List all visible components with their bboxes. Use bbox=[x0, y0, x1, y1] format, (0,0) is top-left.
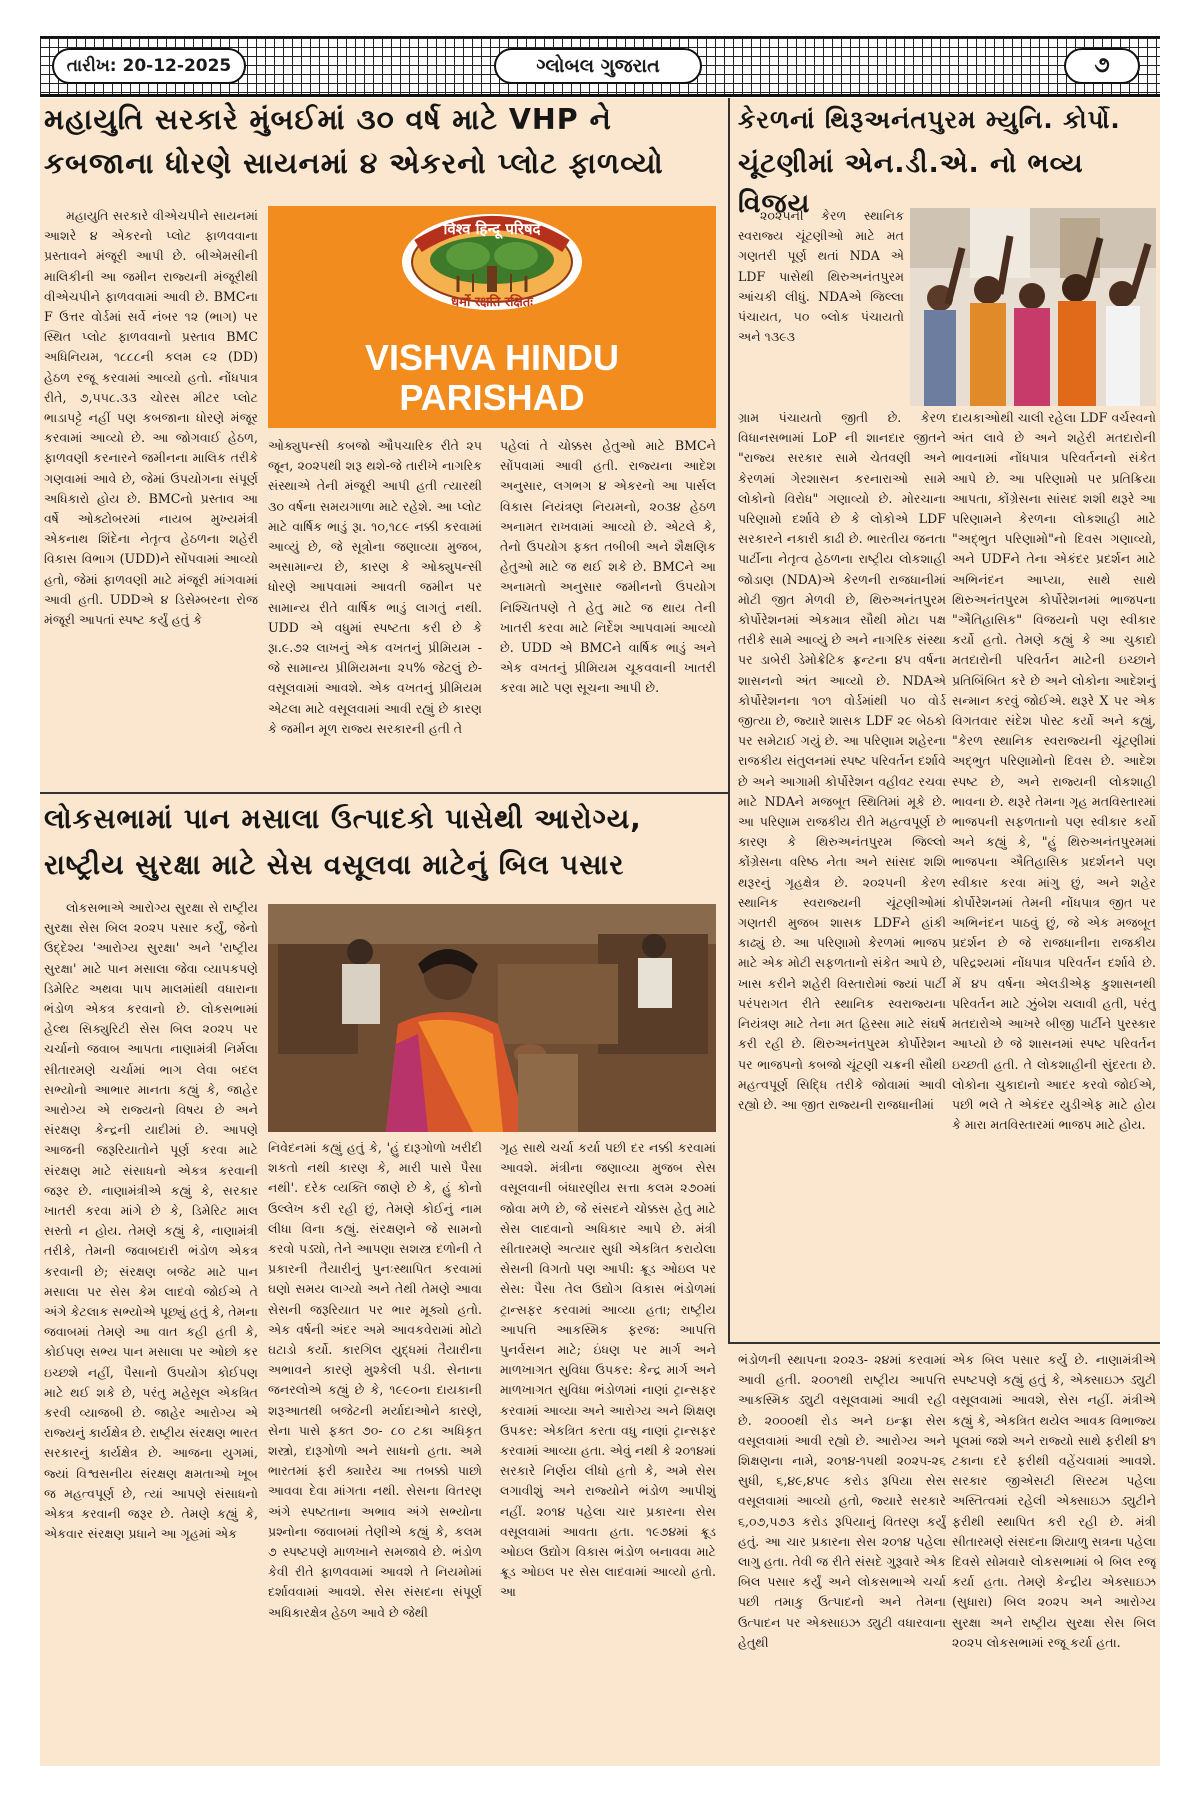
cess-column-4 bbox=[738, 1350, 946, 1762]
cess-column-5 bbox=[952, 1350, 1156, 1762]
vhp-headline-line2: કબજાના ધોરણે સાયનમાં ૪ એકરનો પ્લોટ ફાળવ્યો bbox=[44, 147, 664, 180]
kerala-headline-line1: કેરળનાં થિરૂઅનંતપુરમ મ્યુનિ. કોર્પો. bbox=[738, 105, 1121, 134]
vhp-col2-text: ઓક્યુપન્સી કબજો ઔપચારિક રીતે ૨૫ જૂન, ૨૦૨૫થી શરૂ થશે-જે તારીખે નાગરિક સંસ્થાએ તેની મંજૂરી આપી હતી ત્યારથી ૩૦ વર્ષના સમયગાળા માટે રહેશે. આ પ્લોટ માટે વાર્ષિક ભાડું રૂા. ૧૦,૧૮૯ નક્કી કરવામાં આવ્યું છે, જે સૂત્રોના જણાવ્યા મુજબ, અસામાન્ય છે, કારણ કે ઓક્યુપન્સી ધોરણે આપવામાં આવતી જમીન પર સામાન્ય રીતે વાર્ષિક ભાડું લાગતું નથી. UDD એ વધુમાં સ્પષ્ટતા કરી છે કે રૂા.૯.૭૨ લાખનું એક વખતનું પ્રીમિયમ - જે સામાન્ય પ્રીમિયમના ૨૫% જેટલું છે- વસૂલવામાં આવશે. એક વખતનું પ્રીમિયમ એટલા માટે વસૂલવામાં આવી રહ્યું છે કારણ કે જમીન મૂળ રાજ્ય સરકારની હતી તે bbox=[268, 438, 482, 736]
vhp-column-3 bbox=[500, 436, 716, 786]
kerala-headline-line2: ચૂંટણીમાં એન.ડી.એ. નો ભવ્ય વિજય bbox=[738, 148, 1084, 219]
page-content bbox=[40, 98, 1160, 1766]
vhp-logo-text-line2: PARISHAD bbox=[399, 377, 585, 418]
page-number: ૭ bbox=[1064, 48, 1140, 84]
cess-column-3 bbox=[500, 1138, 716, 1762]
kerala-celebration-photo bbox=[910, 208, 1156, 406]
cess-col2-text: નિવેદનમાં કહ્યું હતું કે, 'હું દારૂગોળો ખરીદી શકતો નથી કારણ કે, મારી પાસે પૈસા નથી'. દરેક વ્યક્તિ જાણે છે કે, હું કોનો ઉલ્લેખ કરી રહી છું, તેમણે કોઈનું નામ લીધા વિના કહ્યું. સંરક્ષણને જે સામનો કરવો પડ્યો, તેને આપણા સશસ્ત્ર દળોની તે પ્રકારની તૈયારીનું પુનઃસ્થાપિત કરવામાં ઘણો સમય લાગ્યો અને તેથી તેમણે આવા સેસની જરૂરિયાત પર ભાર મૂક્યો હતો. એક વર્ષની અંદર અમે આવકવેરામાં મોટો ઘટાડો કર્યો. કારગિલ યુદ્ધમાં તૈયારીના અભાવને કારણે મુશ્કેલી પડી. સેનાના જનરલોએ કહ્યું છે કે, ૧૯૯૦ના દાયકાની શરૂઆતથી બજેટની મર્યાદાઓને કારણે, સેના પાસે ફક્ત ૭૦- ૮૦ ટકા અધિકૃત શસ્ત્રો, દારૂગોળો અને સાધનો હતા. અમે ભારતમાં ફરી ક્યારેય આ તબક્કો પાછો આવવા દેવા માંગતા નથી. સેસના વિતરણ અંગે સ્પષ્ટતાના અભાવ અંગે સભ્યોના પ્રશ્નોના જવાબમાં તેણીએ કહ્યું કે, કલમ ૭ સ્પષ્ટપણે માળખાને સમજાવે છે. ભંડોળ કેવી રીતે ફાળવવામાં આવશે તે નિયમોમાં દર્શાવવામાં આવશે. સેસ સંસદના સંપૂર્ણ અધિકારક્ષેત્ર હેઠળ આવે છે જેથી bbox=[268, 1140, 482, 1620]
cess-column-2 bbox=[268, 1138, 482, 1762]
paper-name: ગ્લોબલ ગુજરાત bbox=[494, 48, 702, 84]
vhp-logo-image bbox=[268, 206, 716, 428]
section-divider-horizontal bbox=[40, 792, 728, 794]
cess-col5-text: એક બિલ પસાર કર્યું છે. નાણામંત્રીએ સ્પષ્ટપણે કહ્યું હતું કે, એક્સાઇઝ ડ્યુટી વસૂલવામાં આવશે, સેસ નહીં. મંત્રીએ કહ્યું કે, એકત્રિત થયેલ આવક વિભાજ્ય પૂલમાં જશે અને રાજ્યો સાથે ફરીથી ૪૧ ટકાના દરે ફરીથી વહેંચવામાં આવશે. સરકાર જીએસટી સિસ્ટમ પહેલા અસ્તિત્વમાં રહેલી એક્સાઇઝ ડ્યુટીને ફરીથી સ્થાપિત કરી રહી છે. મંત્રી સીતારમણે સંસદના શિયાળુ સત્રના પહેલા દિવસે સોમવારે લોકસભામાં બે બિલ રજૂ કર્યા હતા. તેમણે કેન્દ્રીય એક્સાઇઝ (સુધારા) બિલ ૨૦૨૫ અને આરોગ્ય સુરક્ષા અને રાષ્ટ્રીય સુરક્ષા સેસ બિલ ૨૦૨૫ લોકસભામાં રજૂ કર્યા હતા. bbox=[952, 1352, 1156, 1650]
kerala-column-left bbox=[738, 408, 946, 1346]
vhp-logo-top-text: विश्व हिन्दू परिषद bbox=[443, 220, 541, 238]
masthead-bar bbox=[40, 36, 1160, 97]
vhp-headline-line1: મહાયુતિ સરકારે મુંબઈમાં ૩૦ વર્ષ માટે VHP ને bbox=[44, 103, 612, 136]
cess-headline-line2: રાષ્ટ્રીય સુરક્ષા માટે સેસ વસૂલવા માટેનું બિલ પસાર bbox=[44, 849, 625, 881]
cess-col4-text: ભંડોળની સ્થાપના ૨૦૨૩- ૨૪માં કરવામાં આવી હતી. ૨૦૦૧થી રાષ્ટ્રીય આપત્તિ આકસ્મિક ડ્યુટી વસૂલવામાં આવી રહી છે. ૨૦૦૦થી રોડ અને ઇન્ફ્રા સેસ વસૂલવામાં આવી રહ્યો છે. આરોગ્ય અને શિક્ષણના નામે, ૨૦૧૪-૧૫થી ૨૦૨૫-૨૬ સુધી, ૬,૪૯,૪૫૯ કરોડ રૂપિયા સેસ વસૂલવામાં આવ્યો હતો, જ્યારે સરકારે ૬,૦૭,૫૭૩ કરોડ રૂપિયાનું વિતરણ કર્યું હતું. આ ચાર પ્રકારના સેસ ૨૦૧૪ પહેલા લાગુ હતા. તેવી જ રીતે સંસદે ગુરૂવારે એક બિલ પસાર કર્યું અને લોકસભાએ ચર્ચા પછી તમાકુ ઉત્પાદનો અને તેમના ઉત્પાદન પર એક્સાઇઝ ડ્યુટી વધારવાના હેતુથી bbox=[738, 1352, 946, 1650]
celebration-photo-graphic bbox=[910, 208, 1156, 406]
cess-column-1 bbox=[44, 898, 258, 1762]
kerala-col-right-text: દાયકાઓથી ચાલી રહેલા LDF વર્ચસ્વનો અંત લાવે છે અને શહેરી મતદારોની ભાવનામાં નોંધપાત્ર પરિવર્તનનો સંકેત આપે છે. આ પરિણામો પર પ્રતિક્રિયા આપતા, કોંગ્રેસના સાંસદ શશી થરૂરે આ પરિણામને કેરળના લોકશાહી માટે "અદ્ભુત પરિણામો"નો દિવસ ગણાવ્યો, અને UDFને તેના એકંદર પ્રદર્શન માટે અભિનંદન આપ્યા, સાથે સાથે થિરુઅનંતપુરમ કોર્પોરેશનમાં ભાજપના "ઐતિહાસિક" વિજયનો પણ સ્વીકાર કર્યો હતો. તેમણે કહ્યું કે આ ચુકાદો મતદારોની પરિવર્તન માટેની ઇચ્છાને પ્રતિબિંબિત કરે છે અને લોકોના આદેશનું સન્માન કરવું જોઈએ. થરૂરે X પર એક વિગતવાર સંદેશ પોસ્ટ કર્યો અને કહ્યું, "કેરળ સ્થાનિક સ્વરાજ્યની ચૂંટણીમાં અદ્ભુત પરિણામોનો દિવસ છે. આદેશ સ્પષ્ટ છે, અને રાજ્યની લોકશાહી ભાવના છે. થરૂરે તેમના ગૃહ મતવિસ્તારમાં ભાજપની સફળતાનો પણ સ્વીકાર કર્યો અને કહ્યું કે, "હું થિરુઅનંતપુરમમાં ભાજપના ઐતિહાસિક પ્રદર્શનને પણ સ્વીકાર કરવા માંગુ છું, અને શહેર કોર્પોરેશનમાં તેમની નોંધપાત્ર જીત પર અભિનંદન પાઠવું છું, જે એક મજબૂત પ્રદર્શન છે જે રાજધાનીના રાજકીય પરિદ્રશ્યમાં નોંધપાત્ર પરિવર્તન દર્શાવે છે. મેં ૪૫ વર્ષના એલડીએફ કુશાસનથી પરિવર્તન માટે ઝુંબેશ ચલાવી હતી, પરંતુ મતદારોએ આખરે બીજી પાર્ટીને પુરસ્કાર આપ્યો છે જે શાસનમાં સ્પષ્ટ પરિવર્તન ઇચ્છતી હતી. તે લોકશાહીની સુંદરતા છે. લોકોના ચુકાદાનો આદર કરવો જોઈએ, પછી ભલે તે એકંદર યુડીએફ માટે હોય કે મારા મતવિસ્તારમાં ભાજપ માટે હોય. bbox=[952, 410, 1156, 1133]
parliament-photo-graphic bbox=[268, 904, 716, 1132]
kerala-col-left-text: ગ્રામ પંચાયતો જીતી છે. કેરળ વિધાનસભામાં LoP ની શાનદાર જીતને "રાજ્ય સરકાર સામે ચેતવણી અને કેરળમાં ગેરશાસન કરનારાઓ સામે લોકોનો વિરોધ" ગણાવ્યો છે. મોરચાના પરિણામો દર્શાવે છે કે લોકોએ LDF સરકારને નકારી કાઢી છે. ભારતીય જનતા પાર્ટીના નેતૃત્વ હેઠળના રાષ્ટ્રીય લોકશાહી જોડાણ (NDA)એ કેરળની રાજધાનીમાં મોટી જીત મેળવી છે, થિરુઅનંતપુરમ કોર્પોરેશનમાં એકમાત્ર સૌથી મોટા પક્ષ તરીકે સામે આવ્યું છે અને નાગરિક સંસ્થા પર ડાબેરી ડેમોક્રેટિક ફ્રન્ટના ૪૫ વર્ષના શાસનનો અંત આવ્યો છે. NDAએ કોર્પોરેશનના ૧૦૧ વોર્ડમાંથી ૫૦ વોર્ડ જીત્યા છે, જ્યારે શાસક LDF ૨૯ બેઠકો પર સમેટાઈ ગયું છે. આ પરિણામ શહેરના રાજકીય સંતુલનમાં સ્પષ્ટ પરિવર્તન દર્શાવે છે અને આગામી કોર્પોરેશન વહીવટ રચવા માટે NDAને મજબૂત સ્થિતિમાં મૂકે છે. આ પરિણામ રાજકીય રીતે મહત્વપૂર્ણ છે કારણ કે થિરુઅનંતપુરમ જિલ્લો કોંગ્રેસના વરિષ્ઠ નેતા અને સાંસદ શશિ થરૂરનું ગૃહક્ષેત્ર છે. ૨૦૨૫ની કેરળ સ્થાનિક સ્વરાજ્યની ચૂંટણીઓમાં ગણતરી મુજબ શાસક LDFને હાંકી કાઢ્યું છે. આ પરિણામો કેરળમાં ભાજપ માટે એક મોટી સફળતાનો સંકેત આપે છે, ખાસ કરીને શહેરી વિસ્તારોમાં જ્યાં પાર્ટી પરંપરાગત રીતે સ્થાનિક સ્વરાજ્યના નિયંત્રણ માટે તેના મત હિસ્સા માટે સંઘર્ષ કરી રહી છે. થિરુઅનંતપુરમ કોર્પોરેશન પર ભાજપનો કબજો ચૂંટણી ચક્રની સૌથી મહત્વપૂર્ણ સિદ્ધિ તરીકે જોવામાં આવી રહ્યો છે. આ જીત રાજ્યની રાજધાનીમાં bbox=[738, 410, 946, 1112]
section-divider-vertical bbox=[728, 98, 730, 1344]
cess-col1-text: લોકસભાએ આરોગ્ય સુરક્ષા સે રાષ્ટ્રીય સુરક્ષા સેસ બિલ ૨૦૨૫ પસાર કર્યું, જેનો ઉદ્દેશ્ય 'આરોગ્ય સુરક્ષા' અને 'રાષ્ટ્રીય સુરક્ષા' માટે પાન મસાલા જેવા વ્યાપકપણે ડિમેરિટ અથવા પાપ માલમાંથી વધારાના ભંડોળ એકત્ર કરવાનો છે. લોકસભામાં હેલ્થ સિક્યુરિટી સેસ બિલ ૨૦૨૫ પર ચર્ચાનો જવાબ આપતા નાણામંત્રી નિર્મલા સીતારમણે ચર્ચામાં ભાગ લેવા બદલ સભ્યોનો આભાર માનતા કહ્યું કે, જાહેર આરોગ્ય એ રાજ્યનો વિષય છે અને સંરક્ષણ કેન્દ્રની યાદીમાં છે. આપણે આજની જરૂરિયાતોને પૂર્ણ કરવા માટે સંરક્ષણ માટે સંસાધનો એકત્ર કરવાની જરૂર છે. નાણામંત્રીએ કહ્યું કે, સરકાર ખાતરી કરવા માંગે છે કે, ડિમેરિટ માલ સસ્તો ન હોય. તેમણે કહ્યું કે, નાણામંત્રી તરીકે, તેમની જવાબદારી ભંડોળ એકત્ર કરવાની છે; સંરક્ષણ બજેટ માટે પાન મસાલા પર સેસ કેમ લાદવો જોઈએ તે અંગે કેટલાક સભ્યોએ પૂછ્યું હતું કે, તેમના જવાબમાં તેમણે આ વાત કહી હતી કે, કોઈપણ સભ્ય પાન મસાલા પર ઓછો કર ઇચ્છશે નહીં, પૈસાનો ઉપયોગ કોઈપણ માટે થઈ શકે છે, પરંતુ મહેસૂલ એકત્રિત કરવી વ્યાજબી છે. જાહેર આરોગ્ય એ રાજ્યનું કાર્યક્ષેત્ર છે. રાષ્ટ્રીય સંરક્ષણ ભારત સરકારનું કાર્યક્ષેત્ર છે. આજના યુગમાં, જ્યાં વિશ્વસનીય સંરક્ષણ ક્ષમતાઓ ખૂબ જ મહત્વપૂર્ણ છે, ત્યાં આપણે સંસાધનો એકત્ર કરવાની જરૂર છે. તેમણે કહ્યું કે, એકવાર સંરક્ષણ પ્રધાને આ ગૃહમાં એક bbox=[44, 900, 258, 1542]
vhp-col3-text: પહેલાં તે ચોક્કસ હેતુઓ માટે BMCને સોંપવામાં આવી હતી. રાજ્યના આદેશ અનુસાર, લગભગ ૪ એકરનો આ પાર્સલ વિકાસ નિયંત્રણ નિયમનો, ૨૦૩૪ હેઠળ અનામત રાખવામાં આવ્યો છે. એટલે કે, તેનો ઉપયોગ ફક્ત તબીબી અને શૈક્ષણિક હેતુઓ માટે જ થઈ શકે છે. BMCને આ અનામતો અનુસાર જમીનનો ઉપયોગ નિશ્ચિતપણે તે હેતુ માટે જ થાય તેની ખાતરી કરવા માટે નિર્દેશ આપવામાં આવ્યો છે. UDD એ BMCને વાર્ષિક ભાડું અને એક વખતનું પ્રીમિયમ ચૂકવવાની ખાતરી કરવા માટે પણ સૂચના આપી છે. bbox=[500, 438, 716, 696]
cess-headline-line1: લોકસભામાં પાન મસાલા ઉત્પાદકો પાસેથી આરોગ્ય, bbox=[44, 803, 642, 835]
vhp-col1-text: મહાયુતિ સરકારે વીએચપીને સાયનમાં આશરે ૪ એકરનો પ્લોટ ફાળવવાના પ્રસ્તાવને મંજૂરી આપી છે. બીએમસીની માલિકીની આ જમીન રાજ્યની મંજૂરીથી વીએચપીને ફાળવવામાં આવી છે. BMCના F ઉત્તર વોર્ડમાં સર્વે નંબર ૧૨ (ભાગ) પર સ્થિત પ્લોટ ફાળવવાનો પ્રસ્તાવ BMC અધિનિયમ, ૧૮૮૮ની કલમ ૯૨ (DD) હેઠળ રજૂ કરવામાં આવ્યો હતો. નોંધપાત્ર રીતે, ૭,૫૫૮.૩૩ ચોરસ મીટર પ્લોટ ભાડાપટ્ટે નહીં પણ કબજાના ધોરણે મંજૂર કરવામાં આવ્યો છે. આ જોગવાઈ હેઠળ, ફાળવણી કરનારને જમીનના માલિક તરીકે ગણવામાં આવે છે, જેમાં ઉપયોગના સંપૂર્ણ અધિકારો હોય છે. BMCનો પ્રસ્તાવ આ વર્ષે ઓક્ટોબરમાં નાયબ મુખ્યમંત્રી એકનાથ શિંદેના નેતૃત્વ હેઠળના શહેરી વિકાસ વિભાગ (UDD)ને સોંપવામાં આવ્યો હતો, જેમાં ફાળવણી માટે મંજૂરી માંગવામાં આવી હતી. UDDએ ૪ ડિસેમ્બરના રોજ મંજૂરી આપતાં સ્પષ્ટ કર્યું હતું કે bbox=[44, 208, 258, 628]
cess-continuation-rule bbox=[730, 1342, 1160, 1344]
vhp-logo-motto: धर्मो रक्षति रक्षितः bbox=[451, 295, 533, 310]
vhp-column-1 bbox=[44, 206, 258, 786]
date-label: તારીખ: 20-12-2025 bbox=[52, 48, 246, 84]
vhp-logo-graphic bbox=[268, 206, 716, 428]
parliament-speech-photo bbox=[268, 904, 716, 1132]
vhp-column-2 bbox=[268, 436, 482, 786]
newspaper-page bbox=[40, 36, 1160, 1766]
kerala-column-right bbox=[952, 408, 1156, 1346]
kerala-column-top bbox=[738, 206, 904, 406]
cess-col3-text: ગૃહ સાથે ચર્ચા કર્યા પછી દર નક્કી કરવામાં આવશે. મંત્રીના જણાવ્યા મુજબ સેસ વસૂલવાની બંધારણીય સત્તા કલમ ૨૭૦માં જોવા મળે છે, જે સંસદને ચોક્કસ હેતુ માટે સેસ લાદવાનો અધિકાર આપે છે. મંત્રી સીતારમણે અત્યાર સુધી એકત્રિત કરાયેલા સેસની વિગતો પણ આપી: ક્રૂડ ઓઇલ પર સેસ: પૈસા તેલ ઉદ્યોગ વિકાસ ભંડોળમાં ટ્રાન્સફર કરવામાં આવ્યા હતા; રાષ્ટ્રીય આપત્તિ આકસ્મિક ફરજ: આપત્તિ પુનર્વસન માટે; ઇંધણ પર માર્ગ અને માળખાગત સુવિધા ઉપકર: કેન્દ્ર માર્ગ અને માળખાગત સુવિધા ભંડોળમાં નાણાં ટ્રાન્સફર કરવામાં આવ્યા અને આરોગ્ય અને શિક્ષણ ઉપકર: એકત્રિત કરતા વધુ નાણાં ટ્રાન્સફર કરવામાં આવ્યા હતા. એવું નથી કે ૨૦૧૪માં સરકારે નિર્ણય લીધો હતો કે, અમે સેસ લગાવીશું અને રાજ્યોને ભંડોળ આપીશું નહીં. ૨૦૧૪ પહેલા ચાર પ્રકારના સેસ વસૂલવામાં આવતા હતા. ૧૯૭૪માં ક્રૂડ ઓઇલ ઉદ્યોગ વિકાસ ભંડોળ બનાવવા માટે ક્રૂડ ઓઇલ પર સેસ લાદવામાં આવ્યો હતો. આ bbox=[500, 1140, 716, 1600]
vhp-logo-text-line1: VISHVA HINDU bbox=[364, 337, 620, 378]
kerala-col-top-text: ૨૦૨૫ની કેરળ સ્થાનિક સ્વરાજ્ય ચૂંટણીઓ માટે મત ગણતરી પૂર્ણ થતાં NDA એ LDF પાસેથી થિરુઅનંતપુરમ આંચકી લીધું. NDAએ જિલ્લા પંચાયત, ૫૦ બ્લોક પંચાયતો અને ૧૩૯૩ bbox=[738, 208, 904, 345]
